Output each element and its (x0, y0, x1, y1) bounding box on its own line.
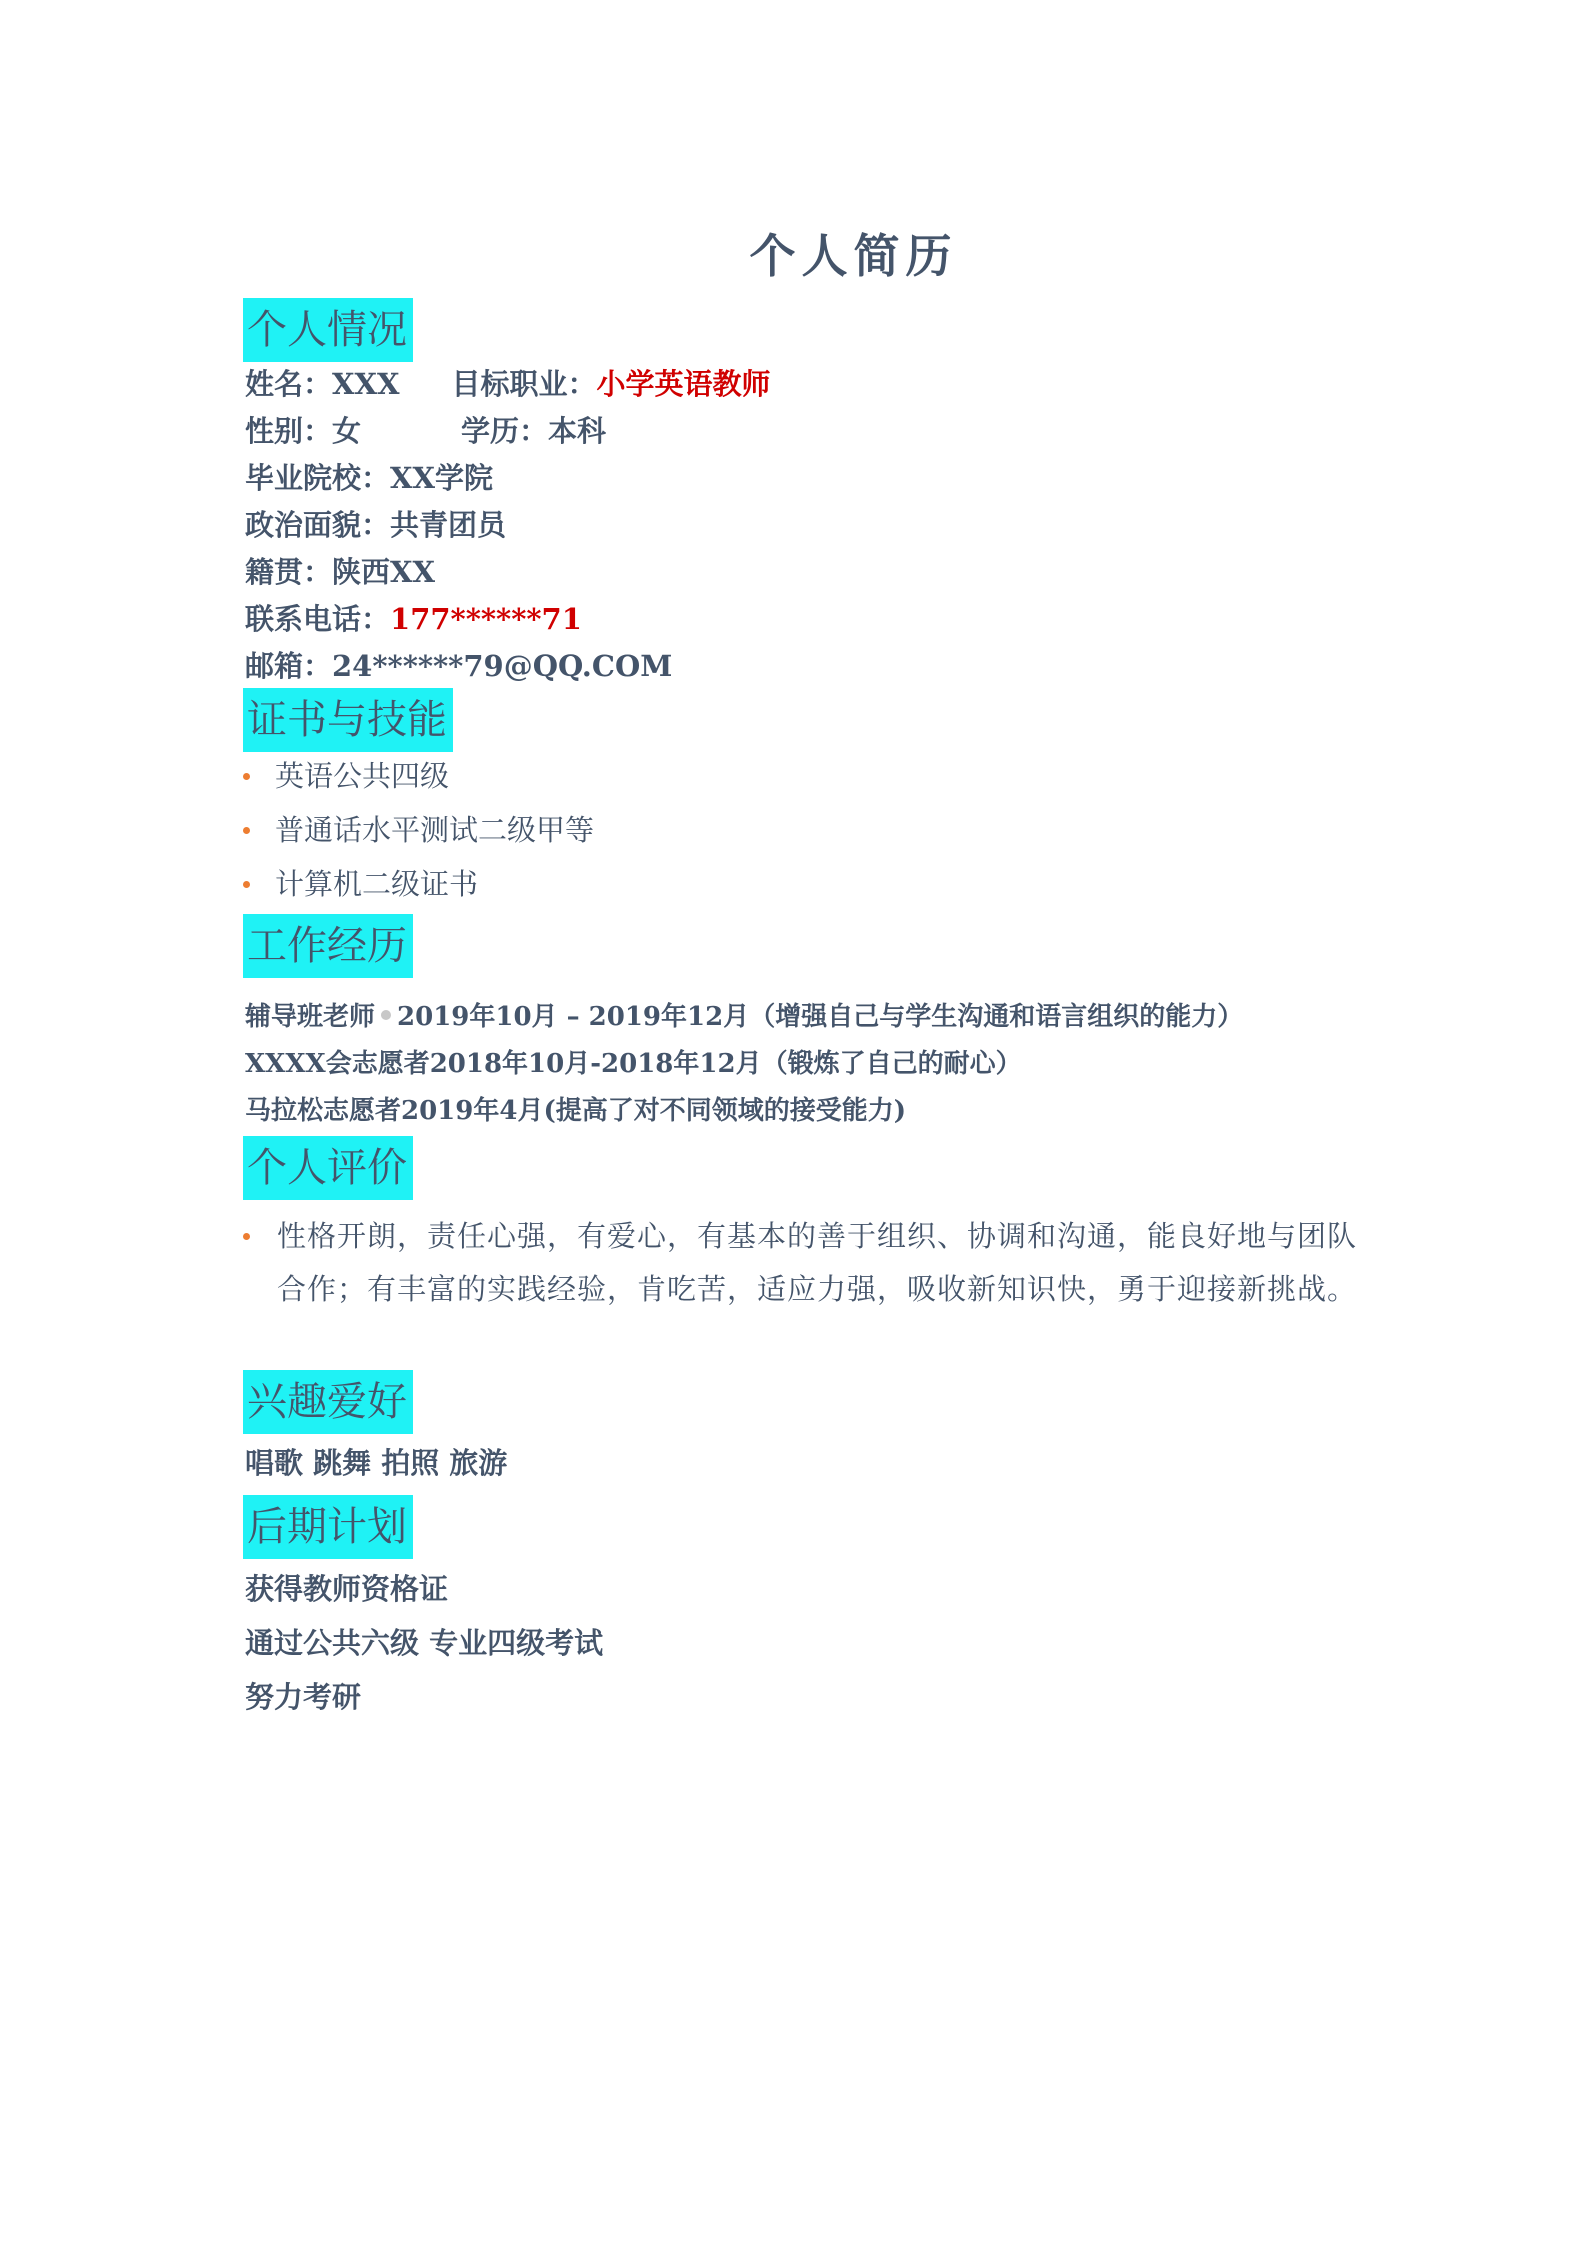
bullet-icon (243, 1233, 250, 1240)
gender-text: 性别：女 (245, 414, 362, 448)
target-job-value: 小学英语教师 (596, 367, 771, 401)
work-item (245, 998, 1243, 1036)
section-heading-personal: 个人情况 (243, 298, 413, 362)
skill-item: 普通话水平测试二级甲等 (243, 810, 594, 850)
bullet-icon (243, 773, 250, 780)
evaluation-text: 性格开朗，责任心强，有爱心，有基本的善于组织、协调和沟通，能良好地与团队合作；有丰富的实践经验，肯吃苦，适应力强，吸收新知识快，勇于迎接新挑战。 (277, 1219, 1358, 1306)
separator-dot-icon (381, 1010, 391, 1020)
phone-value: 177******71 (390, 602, 582, 636)
section-heading-hobbies: 兴趣爱好 (243, 1370, 413, 1434)
work-item: 马拉松志愿者2019年4月(提高了对不同领域的接受能力) (245, 1096, 907, 1126)
skill-item: 计算机二级证书 (243, 864, 478, 904)
evaluation-item (243, 1210, 1363, 1316)
hobbies-text: 唱歌 跳舞 拍照 旅游 (245, 1446, 508, 1480)
name-row (245, 364, 771, 404)
work-role: 辅导班老师 (245, 1002, 376, 1032)
phone-label: 联系电话： (245, 602, 391, 636)
bullet-icon (243, 827, 250, 834)
hometown-text: 籍贯：陕西XX (245, 555, 436, 589)
politics-text: 政治面貌：共青团员 (245, 508, 507, 542)
section-heading-skills: 证书与技能 (243, 688, 453, 752)
bullet-icon (243, 881, 250, 888)
education-text: 学历：本科 (461, 414, 607, 448)
skill-item: 英语公共四级 (243, 756, 449, 796)
plan-item: 努力考研 (245, 1680, 362, 1714)
page-title: 个人简历 (749, 229, 958, 283)
section-heading-work: 工作经历 (243, 914, 413, 978)
section-heading-evaluation: 个人评价 (243, 1136, 413, 1200)
plan-item: 获得教师资格证 (245, 1572, 449, 1606)
section-heading-plans: 后期计划 (243, 1495, 413, 1559)
work-detail: 2019年10月 – 2019年12月（增强自己与学生沟通和语言组织的能力） (397, 1002, 1244, 1032)
phone-row (245, 599, 582, 639)
email-text: 邮箱：24******79@QQ.COM (245, 649, 673, 683)
gender-row (245, 411, 606, 451)
target-job-label: 目标职业： (451, 367, 597, 401)
name-text: 姓名：XXX (245, 367, 400, 401)
plan-item: 通过公共六级 专业四级考试 (245, 1626, 604, 1660)
school-text: 毕业院校：XX学院 (245, 461, 494, 495)
work-item: XXXX会志愿者2018年10月-2018年12月（锻炼了自己的耐心） (245, 1049, 1022, 1079)
